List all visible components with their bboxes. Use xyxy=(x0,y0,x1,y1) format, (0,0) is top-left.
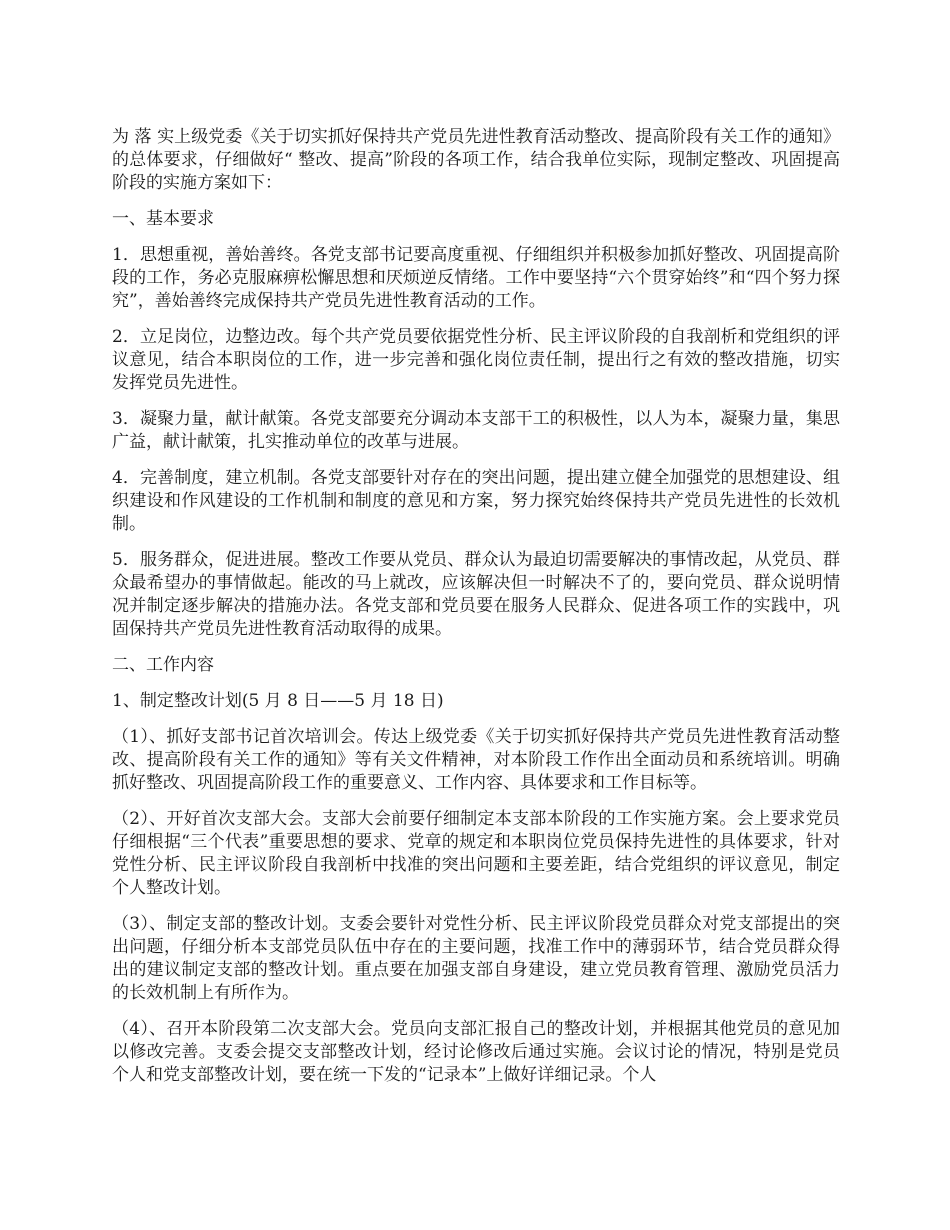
requirement-paragraph-1: 1．思想重视，善始善终。各党支部书记要高度重视、仔细组织并积极参加抓好整改、巩固提高阶段的工作，务必克服麻痹松懈思想和厌烦逆反情绪。工作中要坚持“六个贯穿始终”和“四个努力探究”，善始善终完成保持共产党员先进性教育活动的工作。 xyxy=(112,245,840,311)
requirement-paragraph-2: 2．立足岗位，边整边改。每个共产党员要依据党性分析、民主评议阶段的自我剖析和党组织的评议意见，结合本职岗位的工作，进一步完善和强化岗位责任制，提出行之有效的整改措施，切实发挥党员先进性。 xyxy=(112,327,840,393)
section-heading-basic-requirements: 一、基本要求 xyxy=(112,209,214,229)
requirement-paragraph-3: 3．凝聚力量，献计献策。各党支部要充分调动本支部干工的积极性，以人为本，凝聚力量，集思广益，献计献策，扎实推动单位的改革与进展。 xyxy=(112,409,840,452)
intro-paragraph: 为 落 实上级党委《关于切实抓好保持共产党员先进性教育活动整改、提高阶段有关工作的通知》的总体要求，仔细做好“ 整改、提高”阶段的各项工作，结合我单位实际，现制定整改、巩固提高阶段的实施方案如下： xyxy=(112,127,840,193)
subsection-heading-rectification-plan: 1、制定整改计划(5 月 8 日——5 月 18 日) xyxy=(112,691,444,711)
work-item-paragraph-3: （3）、制定支部的整改计划。支委会要针对党性分析、民主评议阶段党员群众对党支部提出的突出问题，仔细分析本支部党员队伍中存在的主要问题，找准工作中的薄弱环节，结合党员群众得出的建议制定支部的整改计划。重点要在加强支部自身建设，建立党员教育管理、激励党员活力的长效机制上有所作为。 xyxy=(112,914,840,1003)
requirement-paragraph-5: 5．服务群众，促进进展。整改工作要从党员、群众认为最迫切需要解决的事情改起，从党员、群众最希望办的事情做起。能改的马上就改，应该解决但一时解决不了的，要向党员、群众说明情况并制定逐步解决的措施办法。各党支部和党员要在服务人民群众、促进各项工作的实践中，巩固保持共产党员先进性教育活动取得的成果。 xyxy=(112,550,840,639)
requirement-paragraph-4: 4．完善制度，建立机制。各党支部要针对存在的突出问题，提出建立健全加强党的思想建设、组织建设和作风建设的工作机制和制度的意见和方案，努力探究始终保持共产党员先进性的长效机制。 xyxy=(112,468,840,534)
work-item-paragraph-1: （1）、抓好支部书记首次培训会。传达上级党委《关于切实抓好保持共产党员先进性教育活动整改、提高阶段有关工作的通知》等有关文件精神，对本阶段工作作出全面动员和系统培训。明确抓好整改、巩固提高阶段工作的重要意义、工作内容、具体要求和工作目标等。 xyxy=(112,727,840,793)
work-item-paragraph-4: （4）、召开本阶段第二次支部大会。党员向支部汇报自己的整改计划，并根据其他党员的意见加以修改完善。支委会提交支部整改计划，经讨论修改后通过实施。会议讨论的情况，特别是党员个人和党支部整改计划，要在统一下发的“记录本”上做好详细记录。个人 xyxy=(112,1019,840,1085)
work-item-paragraph-2: （2）、开好首次支部大会。支部大会前要仔细制定本支部本阶段的工作实施方案。会上要求党员仔细根据“三个代表”重要思想的要求、党章的规定和本职岗位党员保持先进性的具体要求，针对党性分析、民主评议阶段自我剖析中找准的突出问题和主要差距，结合党组织的评议意见，制定个人整改计划。 xyxy=(112,809,840,898)
section-heading-work-content: 二、工作内容 xyxy=(112,655,214,675)
document-body xyxy=(112,126,840,1100)
